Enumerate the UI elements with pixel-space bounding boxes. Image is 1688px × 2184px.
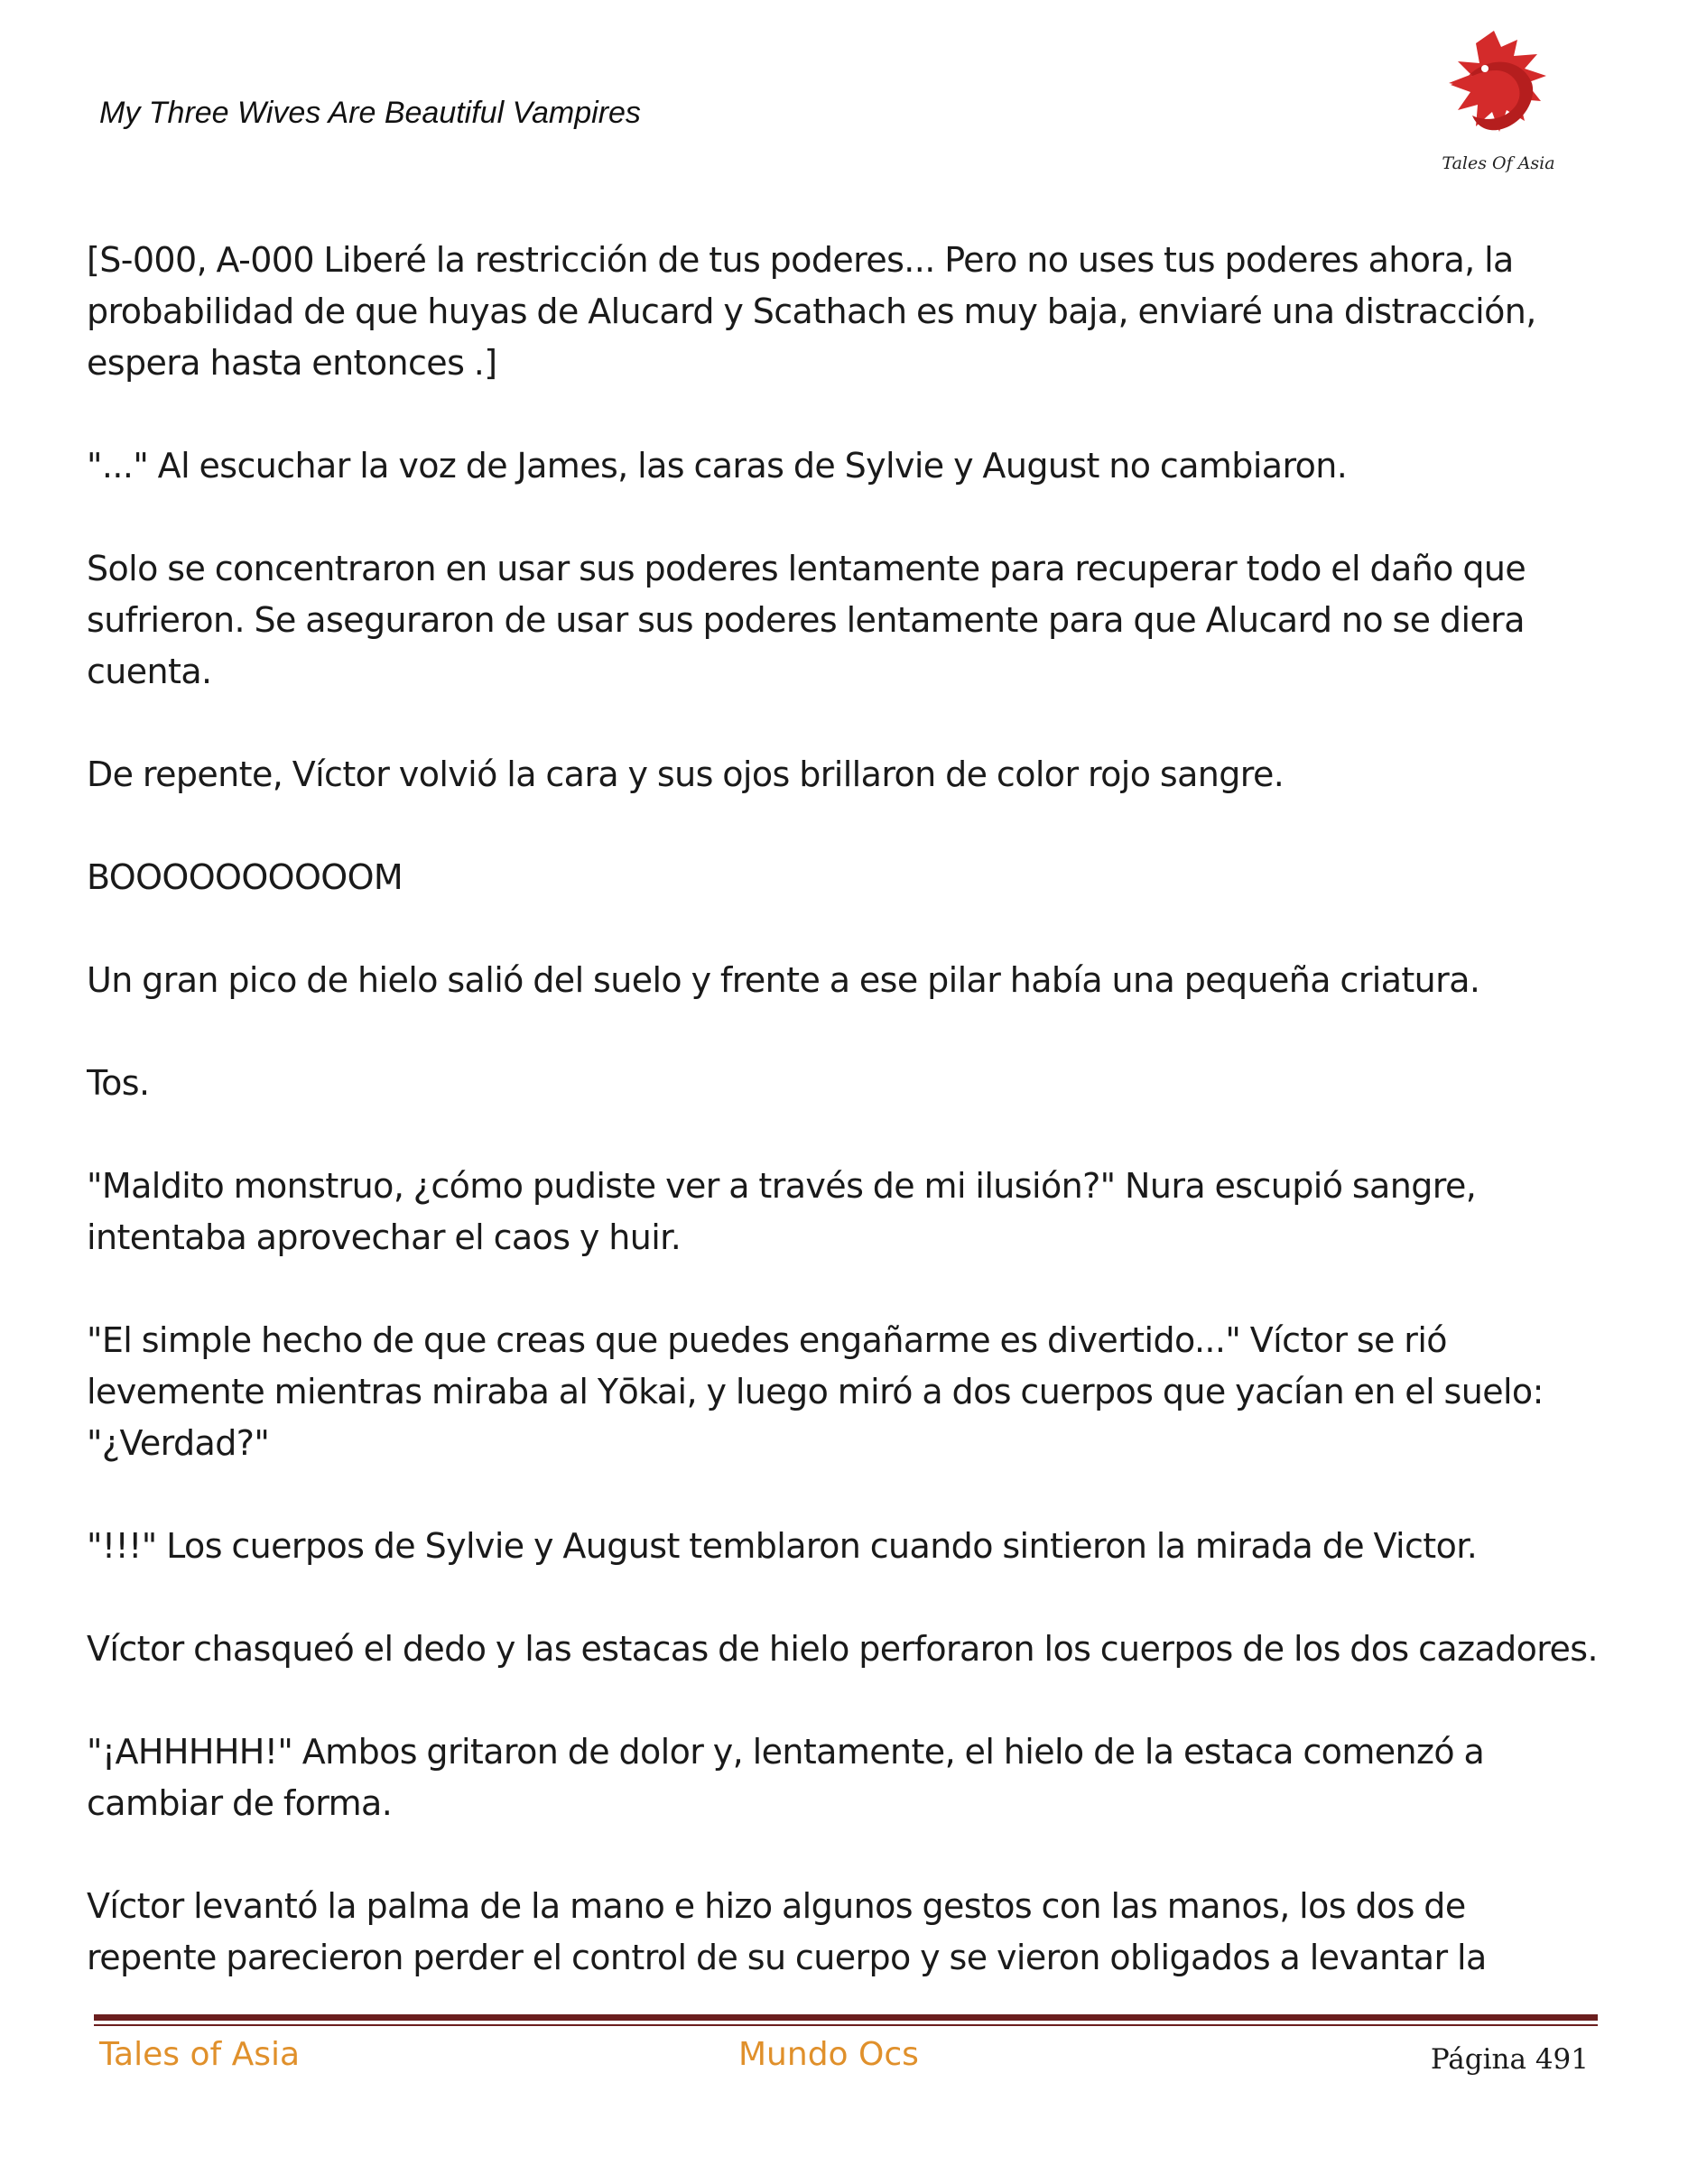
footer-site-name: Tales of Asia	[99, 2036, 301, 2073]
tales-of-asia-logo	[1431, 20, 1566, 182]
dragon-icon	[1431, 20, 1566, 155]
footer-section-name: Mundo Ocs	[738, 2036, 919, 2073]
paragraph: "¡AHHHHH!" Ambos gritaron de dolor y, lentamente, el hielo de la estaca comenzó a cambiar de forma.	[87, 1732, 1485, 1823]
paragraph: BOOOOOOOOOOM	[87, 857, 403, 897]
page-number: Página 491	[1430, 2043, 1589, 2076]
paragraph: "!!!" Los cuerpos de Sylvie y August temblaron cuando sintieron la mirada de Victor.	[87, 1526, 1478, 1566]
paragraph: "..." Al escuchar la voz de James, las caras de Sylvie y August no cambiaron.	[87, 446, 1348, 486]
paragraph: Un gran pico de hielo salió del suelo y frente a ese pilar había una pequeña criatura.	[87, 960, 1480, 1000]
paragraph: [S-000, A-000 Liberé la restricción de tus poderes... Pero no uses tus poderes ahora, la probabilidad de que huyas de Alucard y Scathach es muy baja, enviaré una distracción, espera hasta entonces .]	[87, 240, 1536, 383]
paragraph: Víctor chasqueó el dedo y las estacas de hielo perforaron los cuerpos de los dos cazadores.	[87, 1629, 1598, 1669]
footer-divider	[94, 2014, 1598, 2021]
document-body	[87, 235, 1603, 2014]
paragraph: De repente, Víctor volvió la cara y sus ojos brillaron de color rojo sangre.	[87, 754, 1285, 794]
paragraph: "Maldito monstruo, ¿cómo pudiste ver a través de mi ilusión?" Nura escupió sangre, intentaba aprovechar el caos y huir.	[87, 1166, 1477, 1257]
paragraph: Tos.	[87, 1063, 150, 1103]
document-header-title: My Three Wives Are Beautiful Vampires	[99, 96, 641, 130]
paragraph: Víctor levantó la palma de la mano e hizo algunos gestos con las manos, los dos de repente parecieron perder el control de su cuerpo y se vieron obligados a levantar la	[87, 1886, 1487, 1977]
paragraph: "El simple hecho de que creas que puedes engañarme es divertido..." Víctor se rió levemente mientras miraba al Yōkai, y luego miró a dos cuerpos que yacían en el suelo: "¿Verdad?"	[87, 1320, 1544, 1463]
paragraph: Solo se concentraron en usar sus poderes lentamente para recuperar todo el daño que sufrieron. Se aseguraron de usar sus poderes lentamente para que Alucard no se diera cuenta.	[87, 549, 1526, 691]
logo-caption: Tales Of Asia	[1442, 153, 1555, 173]
footer-divider-thin	[94, 2024, 1598, 2026]
